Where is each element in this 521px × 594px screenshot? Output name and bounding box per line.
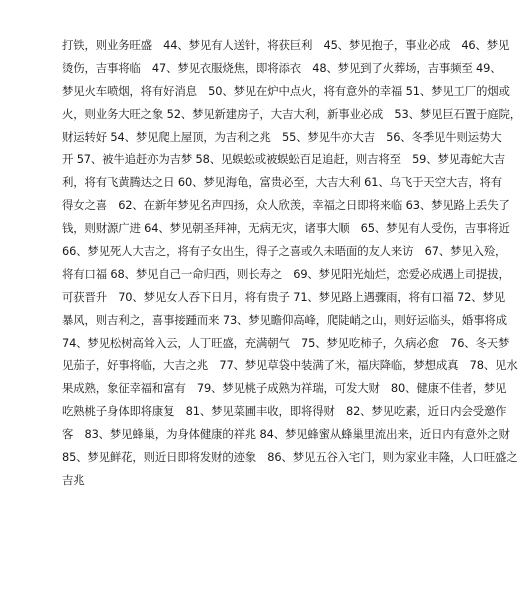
text-line: 烫伤，吉事将临 47、梦见衣服烧焦，即将添衣 48、梦见到了火葬场，吉事频至 49、 xyxy=(62,60,502,75)
text-line: 果成熟，象征幸福和富有 79、梦见桃子成熟为祥瑞，可发大财 80、健康不佳者，梦见 xyxy=(62,381,507,396)
text-line: 66、梦见死人大吉之，将有子女出生，得子之喜或久未晤面的友人来访 67、梦见入殓， xyxy=(62,244,507,259)
text-line: 吃熟桃子身体即将康复 81、梦见菜圃丰收，即将得财 82、梦见吃素，近日内会受邀作 xyxy=(62,404,507,419)
text-line: 可获晋升 70、梦见女人吞下日月，将有贵子 71、梦见路上遇骤雨，将有口福 72、梦见 xyxy=(62,289,505,304)
text-line: 将有口福 68、梦见自己一命归西，则长寿之 69、梦见阳光灿烂，恋爱必成遇上司提拔， xyxy=(62,266,510,281)
text-line: 钱，则财源广进 64、梦见朝圣拜神，无病无灾，诸事大顺 65、梦见有人受伤，吉事将近 xyxy=(62,221,510,236)
document-body xyxy=(62,34,521,492)
text-line: 梦见火车喷烟，将有好消息 50、梦见在炉中点火，将有意外的幸福 51、梦见工厂的烟或 xyxy=(62,83,510,98)
text-line: 火，则业务大旺之象 52、梦见新建房子，大吉大利，新事业必成 53、梦见巨石置于庭院， xyxy=(62,106,521,121)
text-line: 74、梦见松树高耸入云，人丁旺盛，充满朝气 75、梦见吃柿子，久病必愈 76、冬天梦 xyxy=(62,335,510,350)
text-line: 利，将有飞黄腾达之日 60、梦见海龟，富贵必至，大吉大利 61、乌飞于天空大吉，将有 xyxy=(62,175,502,190)
text-line: 暴风，则吉利之，喜事接踵而来 73、梦见瞻仰高峰，爬陡峭之山，则好运临头，婚事将成 xyxy=(62,312,507,327)
text-line: 开 57、被牛追赶亦为吉梦 58、见蜈蚣或被蜈蚣百足追赶，则吉将至 59、梦见毒蛇大吉 xyxy=(62,152,505,167)
text-line: 吉兆 xyxy=(62,472,85,487)
text-line: 见茄子，好事将临，大吉之兆 77、梦见草袋中装满了米，福庆降临，梦想成真 78、见水 xyxy=(62,358,518,373)
text-line: 得女之喜 62、在新年梦见名声四扬，众人欣羡，幸福之日即将来临 63、梦见路上丢失了 xyxy=(62,198,510,213)
text-line: 客 83、梦见蜂巢，为身体健康的祥兆 84、梦见蜂蜜从蜂巢里流出来，近日内有意外之财 xyxy=(62,427,510,442)
text-line: 打铁，则业务旺盛 44、梦见有人送针，将获巨利 45、梦见抱子，事业必成 46、梦见 xyxy=(62,38,510,52)
text-line: 财运转好 54、梦见爬上屋顶，为吉利之兆 55、梦见牛亦大吉 56、冬季见牛则运势大 xyxy=(62,129,502,144)
text-line: 85、梦见鲜花，则近日即将发财的迹象 86、梦见五谷入宅门，则为家业丰隆，人口旺盛之 xyxy=(62,450,518,465)
